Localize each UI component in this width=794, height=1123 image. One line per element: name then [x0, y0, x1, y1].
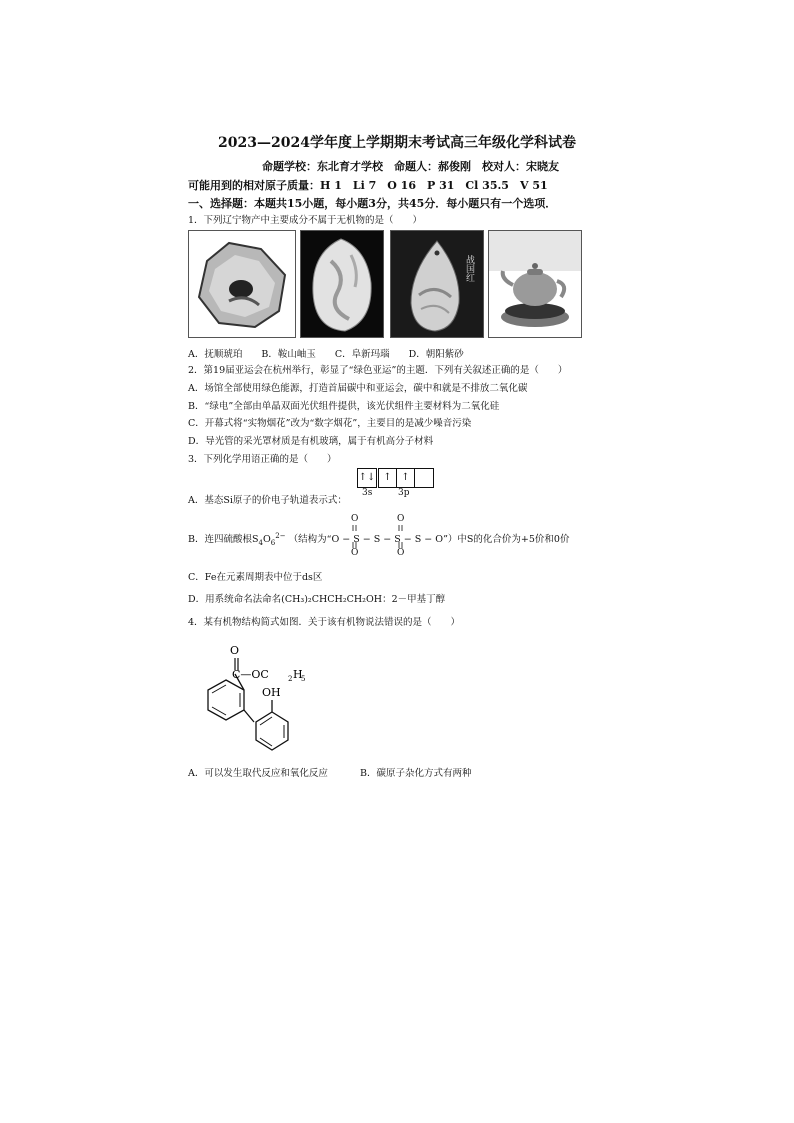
orbital-3p-box: [378, 468, 434, 488]
atomic-masses: 可能用到的相对原子质量：H 1 Li 7 O 16 P 31 Cl 35.5 V 51: [188, 179, 548, 192]
q3-b-charge: 2−: [275, 531, 286, 540]
q4-o-label: O: [230, 644, 240, 657]
q3-option-c: C．Fe在元素周期表中位于ds区: [188, 572, 323, 583]
q3-d-suffix: ：2－甲基丁醇: [382, 594, 446, 605]
q3-stem: 3．下列化学用语正确的是（ ）: [188, 454, 337, 465]
q1-options: A．抚顺琥珀 B．鞍山岫玉 C．阜新玛瑙 D．朝阳紫砂: [188, 349, 464, 360]
q3-b-sub4: 4: [258, 538, 263, 547]
orbital-3s-box: [357, 468, 377, 488]
q4-oh-label: OH: [262, 686, 281, 699]
agate-photo: [390, 230, 484, 338]
struct-double-bonds: [350, 523, 410, 551]
struct-o-bottom-1: O: [351, 548, 359, 558]
q4-oc-label: C—OC: [232, 668, 269, 681]
q3-d-prefix: D．用系统命名法命名: [188, 594, 282, 605]
orbital-3p-cell: [415, 469, 433, 487]
q2-option-c: C．开幕式将“实物烟花”改为“数字烟花”，主要目的是减少噪音污染: [188, 418, 472, 429]
q4-option-b: B．碳原子杂化方式有两种: [360, 768, 472, 779]
photo-caption-text: 战国红: [464, 255, 474, 282]
q3-option-a: A．基态Si原子的价电子轨道表示式：: [188, 495, 347, 506]
orbital-3s-cell: ↑↓: [358, 472, 376, 483]
exam-authors: 命题学校：东北育才学校 命题人：郝俊刚 校对人：宋晓友: [262, 160, 559, 173]
q4-sub5-label: 5: [301, 675, 306, 683]
struct-o-top-1: O: [351, 514, 359, 524]
teapot-photo: [488, 230, 582, 338]
q3-option-d: [188, 591, 445, 605]
amber-photo: [188, 230, 296, 338]
q3-b-oxygen: O: [262, 534, 271, 545]
struct-o-bottom-2: O: [397, 548, 405, 558]
section-heading: 一、选择题：本题共15小题，每小题3分，共45分．每小题只有一个选项．: [188, 197, 557, 210]
exam-title: 2023—2024学年度上学期期末考试高三年级化学科试卷: [218, 135, 576, 151]
q2-option-d: D．导光管的采光罩材质是有机玻璃，属于有机高分子材料: [188, 436, 434, 447]
q3-b-struct-post: ”）中S的化合价为+5价和0价: [443, 534, 570, 545]
q3-d-formula: (CH₃)₂CHCH₂CH₂OH: [281, 594, 383, 605]
q3-b-prefix: B．连四硫酸根S: [188, 534, 259, 545]
orbital-3s-label: 3s: [362, 488, 373, 498]
q4-structure-diagram: [188, 640, 328, 755]
q3-b-struct: O − S − S − S − S − O: [331, 534, 444, 545]
jade-photo: [300, 230, 384, 338]
struct-o-top-2: O: [397, 514, 405, 524]
q3-b-struct-pre: （结构为“: [288, 534, 332, 545]
q1-stem: 1．下列辽宁物产中主要成分不属于无机物的是（ ）: [188, 215, 423, 226]
q4-h-label: H: [293, 668, 303, 681]
q3-b-sub6: 6: [270, 538, 276, 547]
q4-sub2-label: 2: [288, 675, 293, 683]
q2-option-b: B．“绿电”全部由单晶双面光伏组件提供，该光伏组件主要材料为二氧化硅: [188, 401, 500, 412]
orbital-3p-label: 3p: [398, 488, 410, 498]
q4-option-a: A．可以发生取代反应和氧化反应: [188, 768, 328, 779]
q2-option-a: A．场馆全部使用绿色能源，打造首届碳中和亚运会，碳中和就是不排放二氧化碳: [188, 383, 528, 394]
q4-stem: 4．某有机物结构简式如图．关于该有机物说法错误的是（ ）: [188, 617, 461, 628]
orbital-3p-cell: ↑: [397, 469, 415, 487]
orbital-3p-cell: ↑: [379, 469, 397, 487]
q2-stem: 2．第19届亚运会在杭州举行，彰显了“绿色亚运”的主题．下列有关叙述正确的是（ ）: [188, 365, 568, 376]
